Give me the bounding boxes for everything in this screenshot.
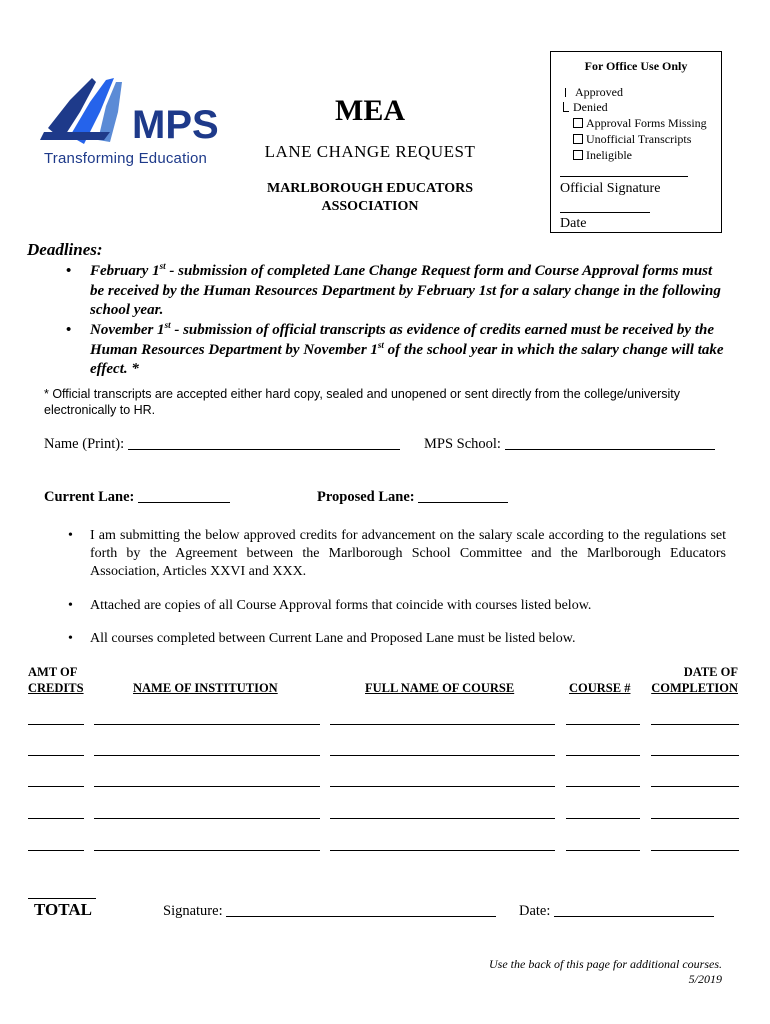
row-3-course-name-input[interactable] [330, 786, 555, 787]
school-field-row [424, 436, 715, 453]
row-3-credits-input[interactable] [28, 786, 84, 787]
bullet-icon: • [66, 263, 72, 279]
date-label: Date: [519, 903, 551, 919]
association-line-1: MARLBOROUGH EDUCATORS [266, 181, 473, 196]
row-5-institution-input[interactable] [94, 850, 320, 851]
deadline-2-text-end: of the school year in which the salary change will take effect. * [90, 341, 724, 377]
col-header-course-name: FULL NAME OF COURSE [365, 681, 515, 695]
col-header-amt-credits [28, 664, 84, 696]
row-1-institution-input[interactable] [94, 724, 320, 725]
deadline-1-sup: st [159, 261, 166, 271]
proposed-lane-input[interactable] [418, 502, 508, 503]
office-date-label: Date [560, 216, 587, 231]
checkbox-icon [573, 134, 583, 144]
official-signature-label: Official Signature [560, 181, 661, 196]
checkbox-icon [573, 118, 583, 128]
deadline-2-sup: st [164, 320, 171, 330]
bullet-submitting-credits [68, 527, 726, 581]
option-approved[interactable] [565, 85, 623, 100]
total-label: TOTAL [34, 900, 92, 919]
office-use-box [550, 51, 722, 233]
signature-row [163, 903, 496, 920]
option-denied[interactable] [563, 100, 608, 115]
deadline-item-february [66, 261, 730, 321]
row-4-institution-input[interactable] [94, 818, 320, 819]
deadline-1-text: - submission of completed Lane Change Request form and Course Approval forms must be received by the Human Resources Department by February 1st for a salary change in the following school year. [90, 263, 721, 318]
date-input[interactable] [554, 916, 714, 917]
row-5-course-name-input[interactable] [330, 850, 555, 851]
form-title: LANE CHANGE REQUEST [264, 142, 476, 161]
deadline-1-date: February 1 [90, 263, 160, 279]
proposed-lane-label: Proposed Lane: [317, 489, 415, 505]
col-header-amt-line2: CREDITS [28, 681, 84, 695]
option-unofficial-transcripts-label: Unofficial Transcripts [586, 132, 692, 146]
row-2-institution-input[interactable] [94, 755, 320, 756]
row-3-date-input[interactable] [651, 786, 739, 787]
row-1-course-number-input[interactable] [566, 724, 640, 725]
footer-note [420, 957, 722, 987]
bullet-all-courses [68, 630, 726, 648]
option-approval-forms-missing-label: Approval Forms Missing [586, 116, 707, 130]
total-credits-line[interactable] [28, 898, 96, 899]
row-2-course-number-input[interactable] [566, 755, 640, 756]
date-row [519, 903, 714, 920]
row-3-institution-input[interactable] [94, 786, 320, 787]
bullet-icon: • [68, 598, 73, 613]
logo-brand: MPS [132, 103, 219, 147]
row-2-credits-input[interactable] [28, 755, 84, 756]
col-header-amt-line1: AMT OF [28, 665, 78, 679]
deadlines-heading: Deadlines: [27, 240, 103, 259]
col-header-course-number: COURSE # [569, 681, 631, 695]
checkbox-corner-icon [563, 102, 569, 112]
school-input[interactable] [505, 449, 715, 450]
deadline-item-november [66, 320, 730, 380]
checkbox-icon [573, 150, 583, 160]
option-denied-label: Denied [573, 100, 608, 114]
row-1-date-input[interactable] [651, 724, 739, 725]
col-header-date-line1: DATE OF [683, 665, 738, 679]
bullet-icon: • [68, 528, 73, 543]
option-ineligible-label: Ineligible [586, 148, 632, 162]
row-2-date-input[interactable] [651, 755, 739, 756]
option-approval-forms-missing[interactable] [573, 116, 707, 131]
row-4-course-name-input[interactable] [330, 818, 555, 819]
row-4-date-input[interactable] [651, 818, 739, 819]
school-label: MPS School: [424, 436, 501, 452]
official-signature-line[interactable] [560, 176, 688, 177]
office-date-line[interactable] [560, 212, 650, 213]
col-header-institution: NAME OF INSTITUTION [133, 681, 278, 695]
transcript-note: * Official transcripts are accepted either hard copy, sealed and unopened or sent directly from the college/university electronically to HR. [44, 387, 680, 417]
row-5-credits-input[interactable] [28, 850, 84, 851]
org-title: MEA [335, 94, 405, 127]
office-use-title: For Office Use Only [584, 59, 688, 73]
deadline-2-date: November 1 [90, 322, 165, 338]
row-1-course-name-input[interactable] [330, 724, 555, 725]
deadline-2-text: - submission of official transcripts as evidence of credits earned must be received by the Human Resources Department by November 1 [90, 322, 714, 358]
col-header-date-completion [650, 664, 738, 696]
bullet-submitting-credits-text: I am submitting the below approved credits for advancement on the salary scale according to the regulations set forth by the Agreement between the Marlborough School Committee and the Marlborough Educators Association, Articles XXVI and XXX. [90, 528, 726, 579]
col-header-date-line2: COMPLETION [651, 681, 738, 695]
option-approved-label: Approved [575, 85, 623, 99]
row-1-credits-input[interactable] [28, 724, 84, 725]
bullet-attached-forms [68, 597, 726, 615]
option-unofficial-transcripts[interactable] [573, 132, 691, 147]
association-line-2: ASSOCIATION [321, 199, 419, 214]
row-4-course-number-input[interactable] [566, 818, 640, 819]
logo-tagline: Transforming Education [44, 150, 208, 167]
name-field-row [44, 436, 400, 453]
current-lane-input[interactable] [138, 502, 230, 503]
bullet-icon: • [66, 322, 72, 338]
bullet-attached-forms-text: Attached are copies of all Course Approval forms that coincide with courses listed below. [90, 598, 592, 613]
deadline-2-sup-2: st [377, 339, 384, 350]
row-3-course-number-input[interactable] [566, 786, 640, 787]
row-4-credits-input[interactable] [28, 818, 84, 819]
back-page-note: Use the back of this page for additional courses. [489, 957, 722, 971]
proposed-lane-row [317, 489, 508, 506]
bullet-all-courses-text: All courses completed between Current Lane and Proposed Lane must be listed below. [90, 631, 576, 646]
option-ineligible[interactable] [573, 148, 632, 163]
current-lane-row [44, 489, 230, 506]
row-2-course-name-input[interactable] [330, 755, 555, 756]
signature-input[interactable] [226, 916, 496, 917]
signature-label: Signature: [163, 903, 223, 919]
form-version: 5/2019 [688, 972, 722, 986]
bullet-icon: • [68, 631, 73, 646]
row-5-course-number-input[interactable] [566, 850, 640, 851]
current-lane-label: Current Lane: [44, 489, 135, 505]
row-5-date-input[interactable] [651, 850, 739, 851]
tick-icon [565, 88, 571, 97]
association-name [240, 180, 500, 216]
name-label: Name (Print): [44, 436, 125, 452]
name-input[interactable] [128, 449, 400, 450]
